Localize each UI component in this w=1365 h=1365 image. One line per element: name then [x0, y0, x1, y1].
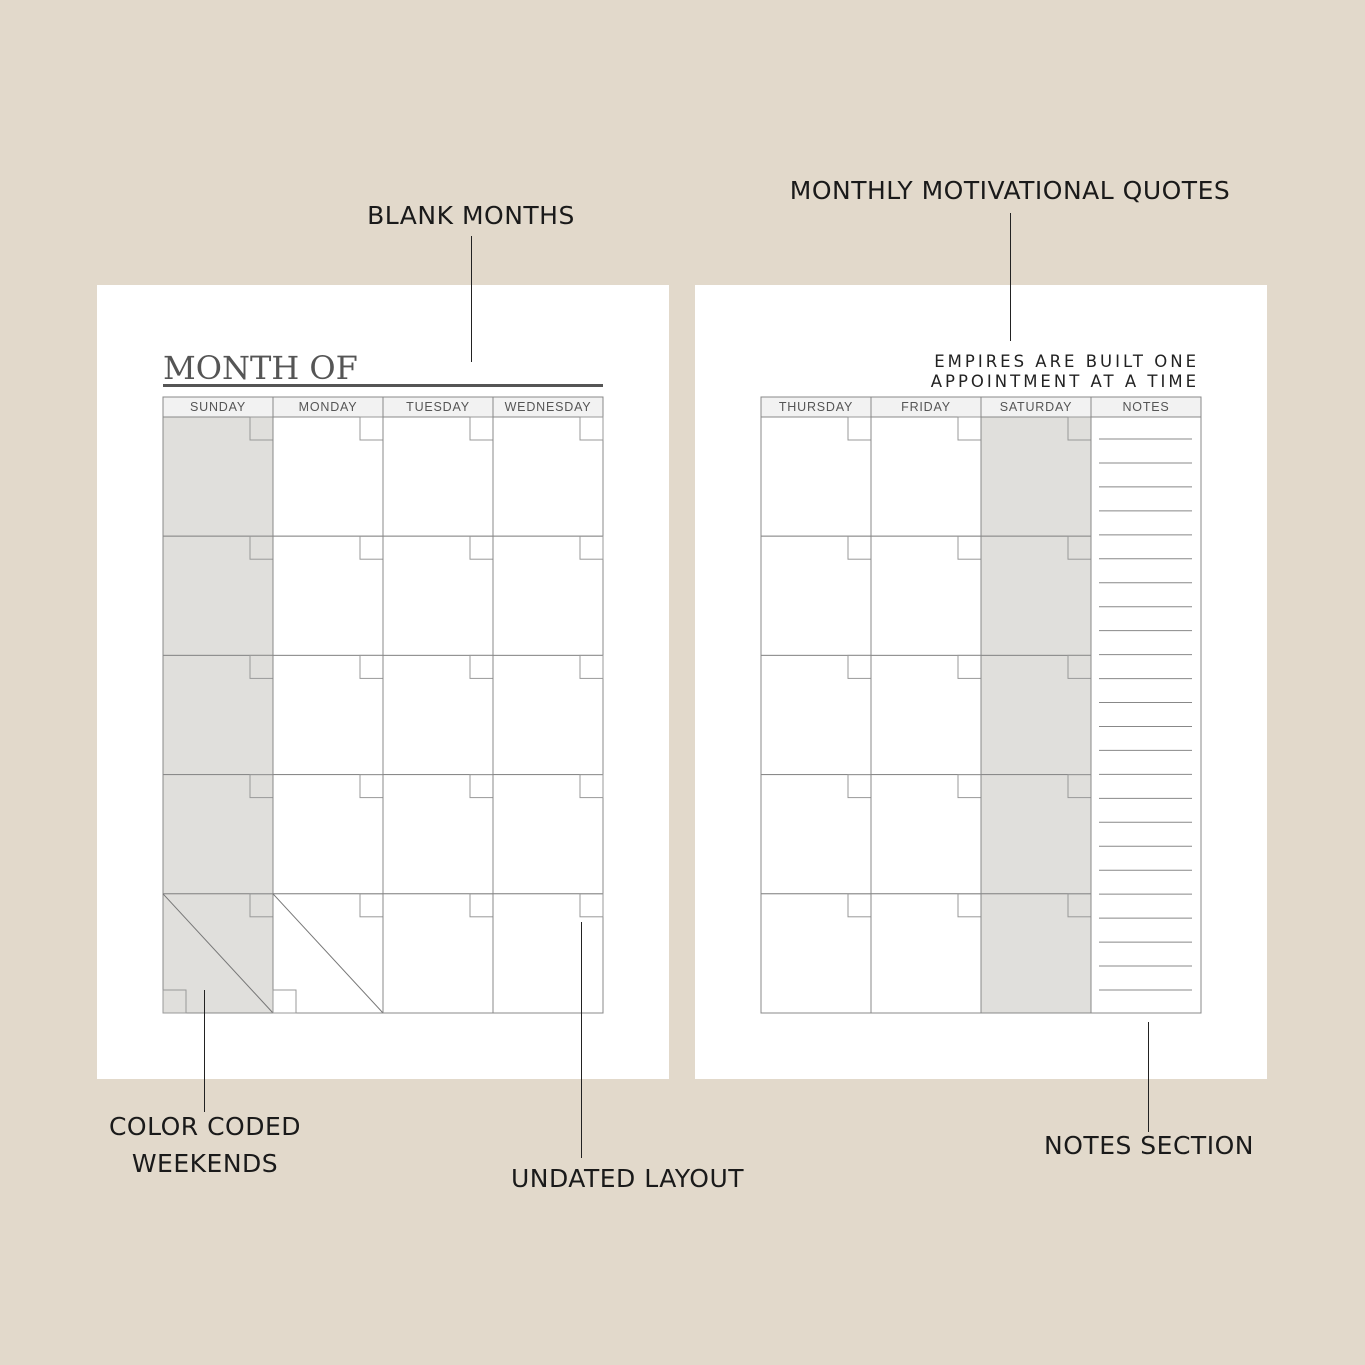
- callout-undated-layout: UNDATED LAYOUT: [510, 1164, 745, 1193]
- day-header-thursday: THURSDAY: [778, 400, 854, 414]
- day-cell: [273, 775, 383, 894]
- day-cell: [163, 536, 273, 655]
- day-cell: [761, 536, 871, 655]
- day-cell: [981, 417, 1091, 536]
- callout-line: COLOR CODED: [108, 1112, 302, 1141]
- day-cell: [493, 536, 603, 655]
- day-cell: [981, 655, 1091, 774]
- notes-header: NOTES: [1122, 400, 1170, 414]
- month-title: MONTH OF: [163, 349, 358, 387]
- day-cell: [761, 894, 871, 1013]
- notes-area: [1091, 417, 1201, 1013]
- day-cell: [493, 417, 603, 536]
- day-cell: [981, 536, 1091, 655]
- day-cell: [871, 775, 981, 894]
- quote-line-2: APPOINTMENT AT A TIME: [930, 372, 1199, 391]
- day-header-tuesday: TUESDAY: [406, 400, 470, 414]
- callout-color-coded-weekends: [80, 1108, 330, 1182]
- quote-line-1: EMPIRES ARE BUILT ONE: [934, 352, 1199, 371]
- day-cell: [383, 536, 493, 655]
- day-cell: [273, 536, 383, 655]
- day-cell: [871, 894, 981, 1013]
- leader-line: [204, 990, 205, 1112]
- day-cell: [871, 417, 981, 536]
- day-cell: [383, 775, 493, 894]
- day-cell: [273, 417, 383, 536]
- day-cell: [761, 655, 871, 774]
- callout-motivational-quotes: MONTHLY MOTIVATIONAL QUOTES: [789, 176, 1231, 205]
- callout-blank-months: BLANK MONTHS: [367, 201, 575, 230]
- day-cell: [871, 655, 981, 774]
- day-header-saturday: SATURDAY: [999, 400, 1073, 414]
- day-cell: [761, 775, 871, 894]
- day-header-friday: FRIDAY: [901, 400, 951, 414]
- day-cell: [383, 417, 493, 536]
- leader-line: [471, 236, 472, 362]
- day-cell: [493, 655, 603, 774]
- day-cell: [871, 536, 981, 655]
- day-cell: [383, 894, 493, 1013]
- day-cell: [163, 775, 273, 894]
- day-cell: [493, 894, 603, 1013]
- motivational-quote: [931, 352, 1199, 392]
- day-cell: [273, 655, 383, 774]
- day-header-monday: MONDAY: [298, 400, 358, 414]
- day-cell: [761, 417, 871, 536]
- day-cell: [493, 775, 603, 894]
- day-cell: [383, 655, 493, 774]
- day-header-sunday: SUNDAY: [190, 400, 246, 414]
- day-cell: [981, 775, 1091, 894]
- day-cell: [981, 894, 1091, 1013]
- leader-line: [581, 922, 582, 1158]
- day-cell: [163, 417, 273, 536]
- leader-line: [1010, 213, 1011, 341]
- day-header-wednesday: WEDNESDAY: [504, 400, 592, 414]
- callout-line: WEEKENDS: [131, 1149, 279, 1178]
- day-cell: [163, 655, 273, 774]
- callout-notes-section: NOTES SECTION: [1044, 1131, 1254, 1160]
- leader-line: [1148, 1022, 1149, 1132]
